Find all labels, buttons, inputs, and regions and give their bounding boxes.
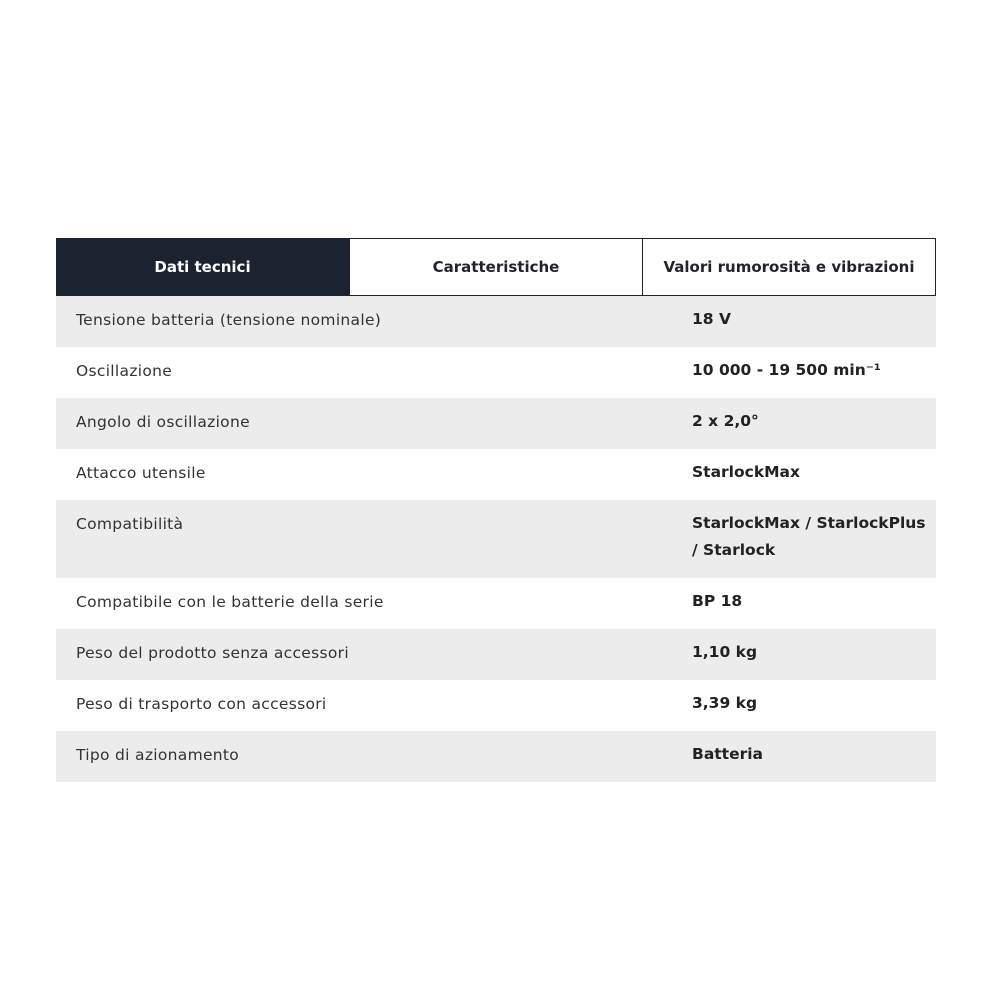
- spec-label: Tipo di azionamento: [76, 746, 240, 764]
- table-row: [56, 449, 936, 500]
- spec-label: Peso di trasporto con accessori: [76, 695, 327, 713]
- spec-value: StarlockMax / StarlockPlus / Starlock: [692, 514, 926, 559]
- spec-value: 10 000 - 19 500 min⁻¹: [692, 361, 881, 379]
- spec-value: StarlockMax: [692, 463, 801, 481]
- spec-label: Oscillazione: [76, 362, 173, 380]
- spec-label: Compatibile con le batterie della serie: [76, 593, 384, 611]
- table-row: [56, 347, 936, 398]
- spec-table: [56, 296, 936, 782]
- tech-specs-widget: [56, 238, 936, 782]
- tab-dati-tecnici[interactable]: Dati tecnici: [56, 238, 350, 296]
- spec-value: Batteria: [692, 745, 764, 763]
- table-row: [56, 578, 936, 629]
- table-row: [56, 629, 936, 680]
- tab-caratteristiche[interactable]: Caratteristiche: [350, 238, 643, 296]
- table-row: [56, 500, 936, 578]
- table-row: [56, 296, 936, 347]
- spec-label: Angolo di oscillazione: [76, 413, 250, 431]
- spec-value: 1,10 kg: [692, 643, 758, 661]
- spec-value: 2 x 2,0°: [692, 412, 759, 430]
- table-row: [56, 680, 936, 731]
- spec-label: Tensione batteria (tensione nominale): [76, 311, 382, 329]
- spec-value: BP 18: [692, 592, 743, 610]
- table-row: [56, 731, 936, 782]
- table-row: [56, 398, 936, 449]
- tab-valori-rumorosita[interactable]: Valori rumorosità e vibrazioni: [643, 238, 936, 296]
- spec-value: 18 V: [692, 310, 731, 328]
- spec-label: Attacco utensile: [76, 464, 206, 482]
- spec-value: 3,39 kg: [692, 694, 758, 712]
- spec-label: Compatibilità: [76, 515, 184, 533]
- tab-bar: [56, 238, 936, 296]
- spec-label: Peso del prodotto senza accessori: [76, 644, 349, 662]
